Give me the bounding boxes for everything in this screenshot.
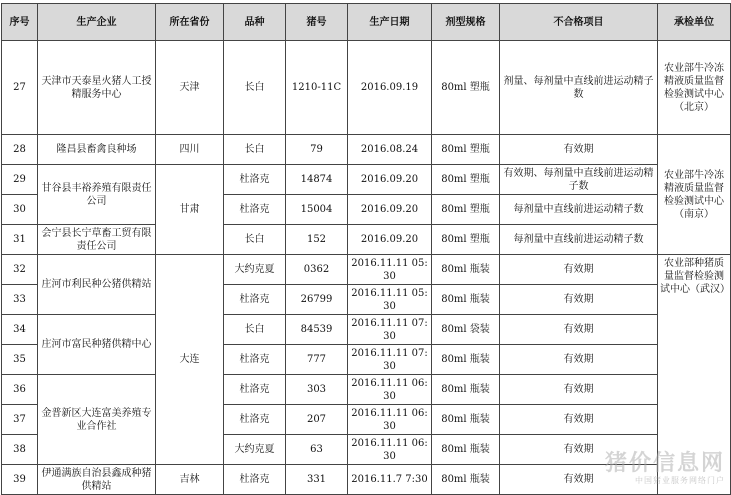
cell-breed: 长白	[224, 225, 286, 255]
cell-spec: 80ml 塑瓶	[432, 165, 500, 195]
cell-spec: 80ml 瓶装	[432, 255, 500, 285]
cell-pig-id: 207	[286, 405, 348, 435]
cell-date: 2016.11.11 05:30	[348, 285, 432, 315]
cell-province: 吉林	[156, 465, 224, 495]
cell-date: 2016.11.11 06:30	[348, 405, 432, 435]
cell-no: 33	[2, 285, 38, 315]
cell-breed: 杜洛克	[224, 465, 286, 495]
cell-date: 2016.11.11 05:30	[348, 255, 432, 285]
cell-breed: 杜洛克	[224, 375, 286, 405]
cell-no: 30	[2, 195, 38, 225]
cell-no: 28	[2, 135, 38, 165]
table-row	[2, 315, 731, 345]
cell-breed: 杜洛克	[224, 165, 286, 195]
cell-breed: 杜洛克	[224, 285, 286, 315]
col-header-date: 生产日期	[348, 4, 432, 41]
cell-spec: 80ml 瓶装	[432, 435, 500, 465]
cell-breed: 长白	[224, 315, 286, 345]
cell-defect: 有效期	[500, 345, 658, 375]
cell-defect: 有效期	[500, 135, 658, 165]
cell-date: 2016.09.20	[348, 165, 432, 195]
cell-breed: 大约克夏	[224, 255, 286, 285]
table-row	[2, 41, 731, 135]
cell-no: 34	[2, 315, 38, 345]
cell-defect: 有效期	[500, 375, 658, 405]
cell-spec: 80ml 塑瓶	[432, 195, 500, 225]
table-row	[2, 165, 731, 195]
cell-date: 2016.11.11 07:30	[348, 345, 432, 375]
cell-pig-id: 14874	[286, 165, 348, 195]
cell-lab: 农业部种猪质量监督检验测试中心（武汉）	[658, 255, 731, 495]
table-row	[2, 255, 731, 285]
cell-company: 天津市天泰星火猪人工授精服务中心	[38, 41, 156, 135]
cell-spec: 80ml 瓶装	[432, 375, 500, 405]
cell-no: 32	[2, 255, 38, 285]
cell-spec: 80ml 瓶装	[432, 285, 500, 315]
cell-spec: 80ml 瓶装	[432, 465, 500, 495]
cell-pig-id: 79	[286, 135, 348, 165]
cell-lab: 农业部牛冷冻精液质量监督检验测试中心（南京）	[658, 135, 731, 255]
cell-company: 甘谷县丰裕养殖有限责任公司	[38, 165, 156, 225]
table-row	[2, 135, 731, 165]
cell-date: 2016.11.7 7:30	[348, 465, 432, 495]
cell-province: 天津	[156, 41, 224, 135]
cell-pig-id: 26799	[286, 285, 348, 315]
cell-defect: 有效期	[500, 435, 658, 465]
cell-breed: 杜洛克	[224, 345, 286, 375]
col-header-company: 生产企业	[38, 4, 156, 41]
cell-province: 大连	[156, 255, 224, 465]
cell-pig-id: 0362	[286, 255, 348, 285]
cell-defect: 有效期	[500, 465, 658, 495]
col-header-province: 所在省份	[156, 4, 224, 41]
cell-defect: 剂量、每剂量中直线前进运动精子数	[500, 41, 658, 135]
col-header-no: 序号	[2, 4, 38, 41]
cell-breed: 杜洛克	[224, 195, 286, 225]
cell-pig-id: 777	[286, 345, 348, 375]
col-header-spec: 剂型规格	[432, 4, 500, 41]
cell-company: 庄河市利民种公猪供精站	[38, 255, 156, 315]
cell-breed: 长白	[224, 41, 286, 135]
col-header-pig-id: 猪号	[286, 4, 348, 41]
cell-pig-id: 303	[286, 375, 348, 405]
cell-no: 36	[2, 375, 38, 405]
cell-no: 39	[2, 465, 38, 495]
cell-date: 2016.09.20	[348, 225, 432, 255]
cell-defect: 有效期	[500, 255, 658, 285]
table-row	[2, 465, 731, 495]
cell-defect: 有效期	[500, 405, 658, 435]
cell-pig-id: 15004	[286, 195, 348, 225]
cell-pig-id: 63	[286, 435, 348, 465]
cell-date: 2016.11.11 07:30	[348, 315, 432, 345]
cell-company: 金普新区大连富美养殖专业合作社	[38, 375, 156, 465]
col-header-defect: 不合格项目	[500, 4, 658, 41]
cell-date: 2016.08.24	[348, 135, 432, 165]
cell-spec: 80ml 袋装	[432, 315, 500, 345]
cell-pig-id: 331	[286, 465, 348, 495]
cell-defect: 有效期	[500, 315, 658, 345]
cell-company: 会宁县长宁草畜工贸有限责任公司	[38, 225, 156, 255]
cell-company: 隆昌县畜禽良种场	[38, 135, 156, 165]
cell-date: 2016.11.11 06:30	[348, 375, 432, 405]
cell-no: 29	[2, 165, 38, 195]
cell-date: 2016.09.19	[348, 41, 432, 135]
cell-date: 2016.11.11 06:30	[348, 435, 432, 465]
cell-pig-id: 152	[286, 225, 348, 255]
cell-defect: 每剂量中直线前进运动精子数	[500, 195, 658, 225]
cell-no: 31	[2, 225, 38, 255]
table-row	[2, 375, 731, 405]
cell-breed: 杜洛克	[224, 405, 286, 435]
cell-no: 27	[2, 41, 38, 135]
cell-spec: 80ml 塑瓶	[432, 135, 500, 165]
cell-pig-id: 84539	[286, 315, 348, 345]
cell-breed: 长白	[224, 135, 286, 165]
cell-company: 庄河市富民种猪供精中心	[38, 315, 156, 375]
cell-defect: 每剂量中直线前进运动精子数	[500, 225, 658, 255]
watermark-logo: 猪价信息网	[604, 451, 725, 476]
cell-province: 甘肃	[156, 165, 224, 255]
cell-defect: 有效期	[500, 285, 658, 315]
cell-no: 37	[2, 405, 38, 435]
cell-spec: 80ml 瓶装	[432, 345, 500, 375]
cell-pig-id: 1210-11C	[286, 41, 348, 135]
cell-defect: 有效期、每剂量中直线前进运动精子数	[500, 165, 658, 195]
inspection-table	[1, 3, 731, 495]
header-row	[2, 4, 731, 41]
cell-spec: 80ml 塑瓶	[432, 41, 500, 135]
cell-date: 2016.09.20	[348, 195, 432, 225]
cell-spec: 80ml 瓶装	[432, 405, 500, 435]
cell-lab: 农业部牛冷冻精液质量监督检验测试中心（北京）	[658, 41, 731, 135]
cell-no: 35	[2, 345, 38, 375]
cell-province: 四川	[156, 135, 224, 165]
table-row	[2, 225, 731, 255]
cell-spec: 80ml 塑瓶	[432, 225, 500, 255]
watermark-subtitle: 中国猪业服务网络门户	[635, 476, 725, 485]
cell-no: 38	[2, 435, 38, 465]
cell-company: 伊通满族自治县鑫成种猪供精站	[38, 465, 156, 495]
col-header-breed: 品种	[224, 4, 286, 41]
cell-breed: 大约克夏	[224, 435, 286, 465]
col-header-lab: 承检单位	[658, 4, 731, 41]
